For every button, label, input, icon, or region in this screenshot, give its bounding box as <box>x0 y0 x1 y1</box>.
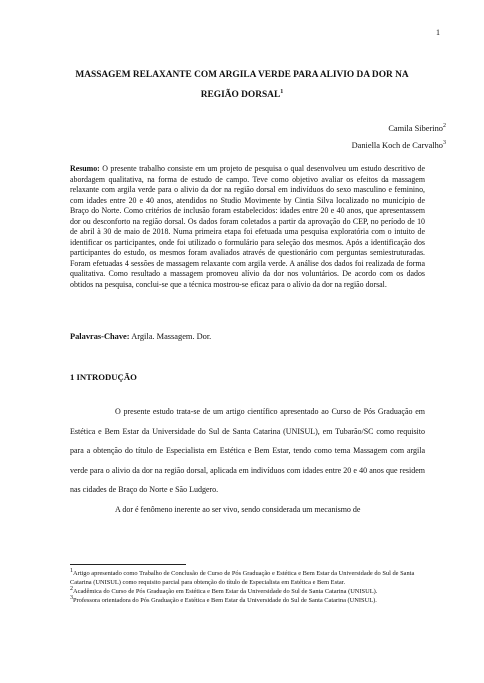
keywords <box>70 332 425 341</box>
footnote-3-ref: 3 <box>70 594 73 601</box>
footnote-3-text: Professora orientadora do Pós Graduação e Estética e Bem Estar da Universidade do Sul de Santa Catarina (UNISUL). <box>73 596 377 604</box>
footnote-2-text: Acadêmica do Curso de Pós Graduação em Estética e Bem Estar da Universidade do Sul de Santa Catarina (UNISUL). <box>73 587 378 595</box>
section-body <box>70 402 425 519</box>
title-line-1: MASSAGEM RELAXANTE COM ARGILA VERDE PARA ALIVIO DA DOR NA <box>75 70 409 80</box>
footnote-2 <box>70 585 425 597</box>
footnote-1 <box>70 567 425 587</box>
keywords-text: Argila. Massagem. Dor. <box>131 332 212 341</box>
title-line-2 <box>70 85 414 105</box>
author-1 <box>352 120 446 137</box>
paragraph-1: O presente estudo trata-se de um artigo científico apresentado ao Curso de Pós Graduação em Estética e Bem Estar da Universidade do Sul de Santa Catarina (UNISUL), em Tubarão/SC como requisito para a obtenção do título de Especialista em Estética e Bem Estar, tendo como tema Massagem com argila verde para o alivio da dor na região dorsal, aplicada em indivíduos com idades entre 20 e 40 anos que residem nas cidades de Braço do Norte e São Ludgero. <box>70 407 425 494</box>
abstract-label: Resumo: <box>70 164 100 173</box>
author-list <box>352 120 446 154</box>
author-2-footnote-ref: 3 <box>443 140 446 147</box>
abstract <box>70 164 425 290</box>
author-2-name: Daniella Koch de Carvalho <box>351 141 443 150</box>
author-1-name: Camila Siberino <box>388 124 443 133</box>
page-number: 1 <box>436 28 440 37</box>
title-footnote-ref: 1 <box>280 88 284 95</box>
title-line-2-text: REGIÃO DORSAL <box>200 90 281 100</box>
footnote-3 <box>70 594 425 606</box>
paragraph-2: A dor é fenômeno inerente ao ser vivo, sendo considerada um mecanismo de <box>115 504 361 514</box>
author-1-footnote-ref: 2 <box>443 123 446 130</box>
footnote-1-text: Artigo apresentado como Trabalho de Conclusão de Curso de Pós Graduação e Estética e Bem Estar da Universidade do Sul de Santa Catarina (UNISUL) como requisito parcial para obtenção do título de Especialista em Estética e Bem Estar. <box>70 570 415 586</box>
footnotes <box>70 567 425 606</box>
author-2 <box>352 137 446 154</box>
section-heading: 1 INTRODUÇÃO <box>70 372 137 382</box>
footnote-divider <box>70 564 186 565</box>
footnote-1-ref: 1 <box>70 567 73 574</box>
keywords-label: Palavras-Chave: <box>70 332 130 341</box>
footnote-2-ref: 2 <box>70 585 73 592</box>
abstract-text: O presente trabalho consiste em um projeto de pesquisa o qual desenvolveu um estudo descritivo de abordagem qualitativa, na forma de estudo de campo. Teve como objetivo avaliar os efeitos da massagem relaxante com argila verde para o alivio da dor na região dorsal em indivíduos do sexo masculino e feminino, com idades entre 20 e 40 anos, atendidos no Studio Movimente by Cintia Silva localizado no município de Braço do Norte. Como critérios de inclusão foram estabelecidos: idades entre 20 e 40 anos, que apresentassem dor ou desconforto na região dorsal. Os dados foram coletados a partir da aprovação do CEP, no período de 10 de abril à 30 de maio de 2018. Numa primeira etapa foi efetuada uma pesquisa exploratória com o intuito de identificar os participantes, onde foi utilizado o formulário para seleção dos mesmos. Após a identificação dos participantes do estudo, os mesmos foram avaliados através de questionário com perguntas semiestruturadas. Foram efetuadas 4 sessões de massagem relaxante com argila verde. A análise dos dados foi realizada de forma qualitativa. Como resultado a massagem promoveu alívio da dor nos voluntários. De acordo com os dados obtidos na pesquisa, conclui-se que a técnica mostrou-se eficaz para o alívio da dor na região dorsal. <box>70 164 425 289</box>
paper-title <box>70 65 414 105</box>
